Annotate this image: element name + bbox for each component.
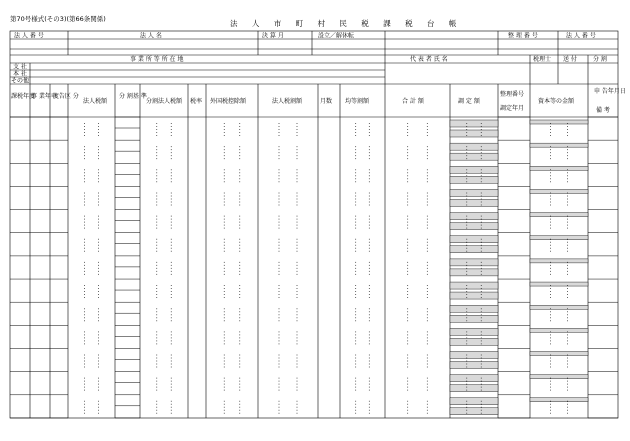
- assessed-shade: [450, 352, 498, 359]
- capital-shade: [530, 375, 588, 379]
- assessed-shade: [450, 166, 498, 173]
- assessed-shade: [450, 213, 498, 220]
- capital-header: 資本等の金額: [538, 98, 575, 105]
- split-label: 分 割: [593, 56, 607, 63]
- capital-shade: [530, 213, 588, 217]
- split-basis-header: 分 割基 準: [119, 93, 147, 100]
- capital-shade: [530, 143, 588, 147]
- assessed-shade: [450, 408, 498, 415]
- months-header: 月数: [320, 98, 333, 105]
- assessed-shade: [450, 269, 498, 276]
- assessed-date-header: 調定年月: [500, 105, 525, 112]
- ref-no-header: 整理番号: [500, 91, 525, 98]
- branch-label: 支 社: [13, 63, 27, 71]
- row-lines: [10, 117, 618, 418]
- assessed-shade: [450, 362, 498, 369]
- remarks-header: 備 考: [596, 107, 610, 114]
- capital-shade: [530, 328, 588, 332]
- corp-name-label: 法 人 名: [140, 32, 162, 40]
- delivery-label: 送 付: [563, 56, 577, 63]
- foreign-deduction-header: 外国税控除額: [210, 98, 247, 105]
- assessed-shade: [450, 315, 498, 322]
- assessed-shade: [450, 176, 498, 183]
- capital-shade: [530, 282, 588, 286]
- capital-shade: [530, 189, 588, 193]
- corp-number-label: 法 人 番 号: [14, 32, 44, 40]
- filing-date-header: 申 告年月日: [594, 88, 626, 95]
- assessed-shade: [450, 398, 498, 405]
- capital-shade: [530, 166, 588, 170]
- capital-shade: [530, 259, 588, 263]
- assessed-header: 調 定 額: [458, 98, 480, 105]
- assessed-shade: [450, 189, 498, 196]
- capital-shade: [530, 398, 588, 402]
- column-lines: [30, 84, 588, 418]
- office-location-label: 事 業 所 等 所 在 地: [130, 56, 184, 63]
- capital-shade: [530, 120, 588, 124]
- total-header: 合 計 額: [402, 98, 424, 105]
- assessed-shade: [450, 375, 498, 382]
- assessed-shade: [450, 236, 498, 243]
- assessed-shade: [450, 199, 498, 206]
- split-corp-tax-header: 分割法人税額: [146, 98, 183, 105]
- assessed-shade: [450, 338, 498, 345]
- assessed-shade: [450, 259, 498, 266]
- assessed-shade: [450, 130, 498, 137]
- ref-number-label: 整 理 番 号: [508, 32, 538, 40]
- capital-shade: [530, 305, 588, 309]
- corp-number-right-label: 法 人 番 号: [566, 32, 596, 40]
- assessed-shading: [450, 120, 588, 415]
- table-frame: [10, 31, 618, 418]
- assessed-shade: [450, 328, 498, 335]
- assessed-shade: [450, 385, 498, 392]
- assessed-shade: [450, 153, 498, 160]
- capital-shade: [530, 236, 588, 240]
- assessed-shade: [450, 223, 498, 230]
- filing-type-header: 申 告区 分: [51, 93, 79, 100]
- assessed-shade: [450, 120, 498, 127]
- established-label: 設立／解休転: [318, 32, 355, 40]
- capital-shade: [530, 352, 588, 356]
- form-number-title: 第70号様式(その3)(第66条関係): [10, 15, 106, 23]
- assessed-shade: [450, 282, 498, 289]
- fiscal-month-label: 決 算 月: [262, 32, 284, 40]
- assessed-shade: [450, 292, 498, 299]
- corp-tax-header: 法人税額: [83, 98, 108, 105]
- corp-tax-split-header: 法人税割額: [272, 98, 303, 105]
- assessed-shade: [450, 246, 498, 253]
- tax-accountant-label: 税理士: [533, 56, 552, 63]
- per-capita-header: 均等割額: [345, 98, 370, 105]
- assessed-shade: [450, 143, 498, 150]
- tax-year-header: 課税年度: [11, 93, 36, 100]
- representative-label: 代 表 者 氏 名: [410, 56, 448, 63]
- head-office-label: 本 社: [13, 70, 27, 78]
- business-year-header: 事 業年 度: [31, 93, 59, 100]
- tax-rate-header: 税率: [190, 98, 203, 105]
- other-label: その他: [11, 77, 30, 85]
- ledger-title: 法 人 市 町 村 民 税 課 税 台 帳: [230, 19, 463, 28]
- assessed-shade: [450, 305, 498, 312]
